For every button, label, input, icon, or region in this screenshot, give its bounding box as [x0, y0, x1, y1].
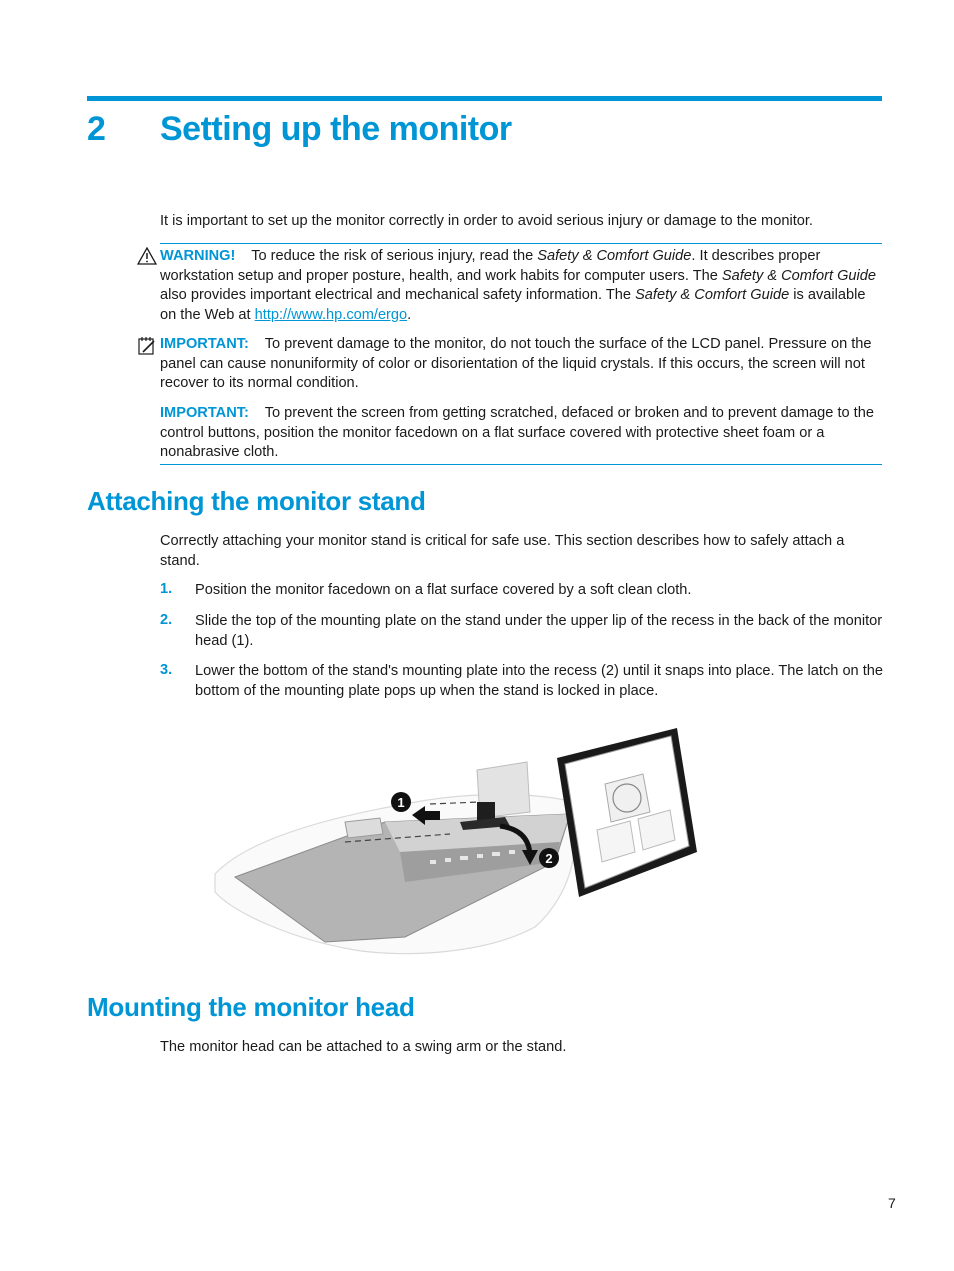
page-number: 7 — [888, 1195, 896, 1211]
section-intro-mounting-head: The monitor head can be attached to a swing arm or the stand. — [160, 1039, 567, 1055]
stand-attachment-illustration — [205, 722, 705, 962]
chapter-top-rule — [87, 96, 882, 101]
step-number: 3. — [160, 662, 173, 678]
section-title-mounting-head: Mounting the monitor head — [87, 992, 415, 1022]
warning-text-3: also provides important electrical and mechanical safety information. The — [160, 287, 636, 303]
step-number: 1. — [160, 581, 173, 597]
section-title-attaching-stand: Attaching the monitor stand — [87, 486, 426, 516]
important-notice-2 — [160, 404, 882, 463]
ergo-link[interactable]: http://www.hp.com/ergo — [254, 306, 408, 323]
important-label-2: IMPORTANT: — [160, 405, 249, 421]
section-intro-attaching-stand: Correctly attaching your monitor stand is critical for safe use. This section describes how to safely attach a stand. — [160, 533, 845, 569]
important-label-1: IMPORTANT: — [160, 336, 249, 352]
warning-notice — [160, 247, 882, 325]
warning-text-4: is available on the Web at — [160, 287, 866, 323]
warning-text-5: . — [407, 306, 412, 323]
chapter-heading — [87, 110, 512, 149]
step-text: Slide the top of the mounting plate on the stand under the upper lip of the recess in the back of the monitor head (1). — [195, 613, 883, 649]
warning-label: WARNING! — [160, 248, 236, 264]
callout-1-label: 1 — [397, 795, 405, 810]
callout-2-label: 2 — [545, 851, 553, 866]
chapter-intro: It is important to set up the monitor correctly in order to avoid serious injury or damage to the monitor. — [160, 213, 813, 229]
important-notice-1 — [160, 335, 882, 394]
important-text-1: To prevent damage to the monitor, do not touch the surface of the LCD panel. Pressure on the panel can cause nonuniformity of color or disorientation of the liquid crystals. If this occurs, the screen will not recover to its normal condition. — [160, 336, 872, 391]
step-text: Position the monitor facedown on a flat surface covered by a soft clean cloth. — [195, 582, 692, 598]
important-notepad-icon — [137, 336, 157, 356]
guide-title-3: Safety & Comfort Guide — [635, 287, 790, 303]
mounting-plate — [345, 818, 383, 838]
guide-title-2: Safety & Comfort Guide — [721, 267, 877, 284]
warning-text-1: To reduce the risk of serious injury, read the — [251, 248, 538, 264]
warning-triangle-icon — [137, 247, 157, 265]
step-text: Lower the bottom of the stand's mounting plate into the recess (2) until it snaps into place. The latch on the bottom of the mounting plate pops up when the stand is locked in place. — [195, 663, 884, 699]
chapter-number: 2 — [87, 110, 106, 148]
guide-title-1: Safety & Comfort Guide — [537, 248, 692, 264]
warning-text-2: . It describes proper workstation setup and proper posture, health, and work habits for computer users. The — [160, 248, 821, 284]
chapter-title: Setting up the monitor — [160, 110, 512, 148]
important-text-2: To prevent the screen from getting scratched, defaced or broken and to prevent damage to the control buttons, position the monitor facedown on a flat surface covered with protective sheet foam or a nonabrasive cloth. — [160, 405, 874, 460]
step-number: 2. — [160, 612, 173, 628]
